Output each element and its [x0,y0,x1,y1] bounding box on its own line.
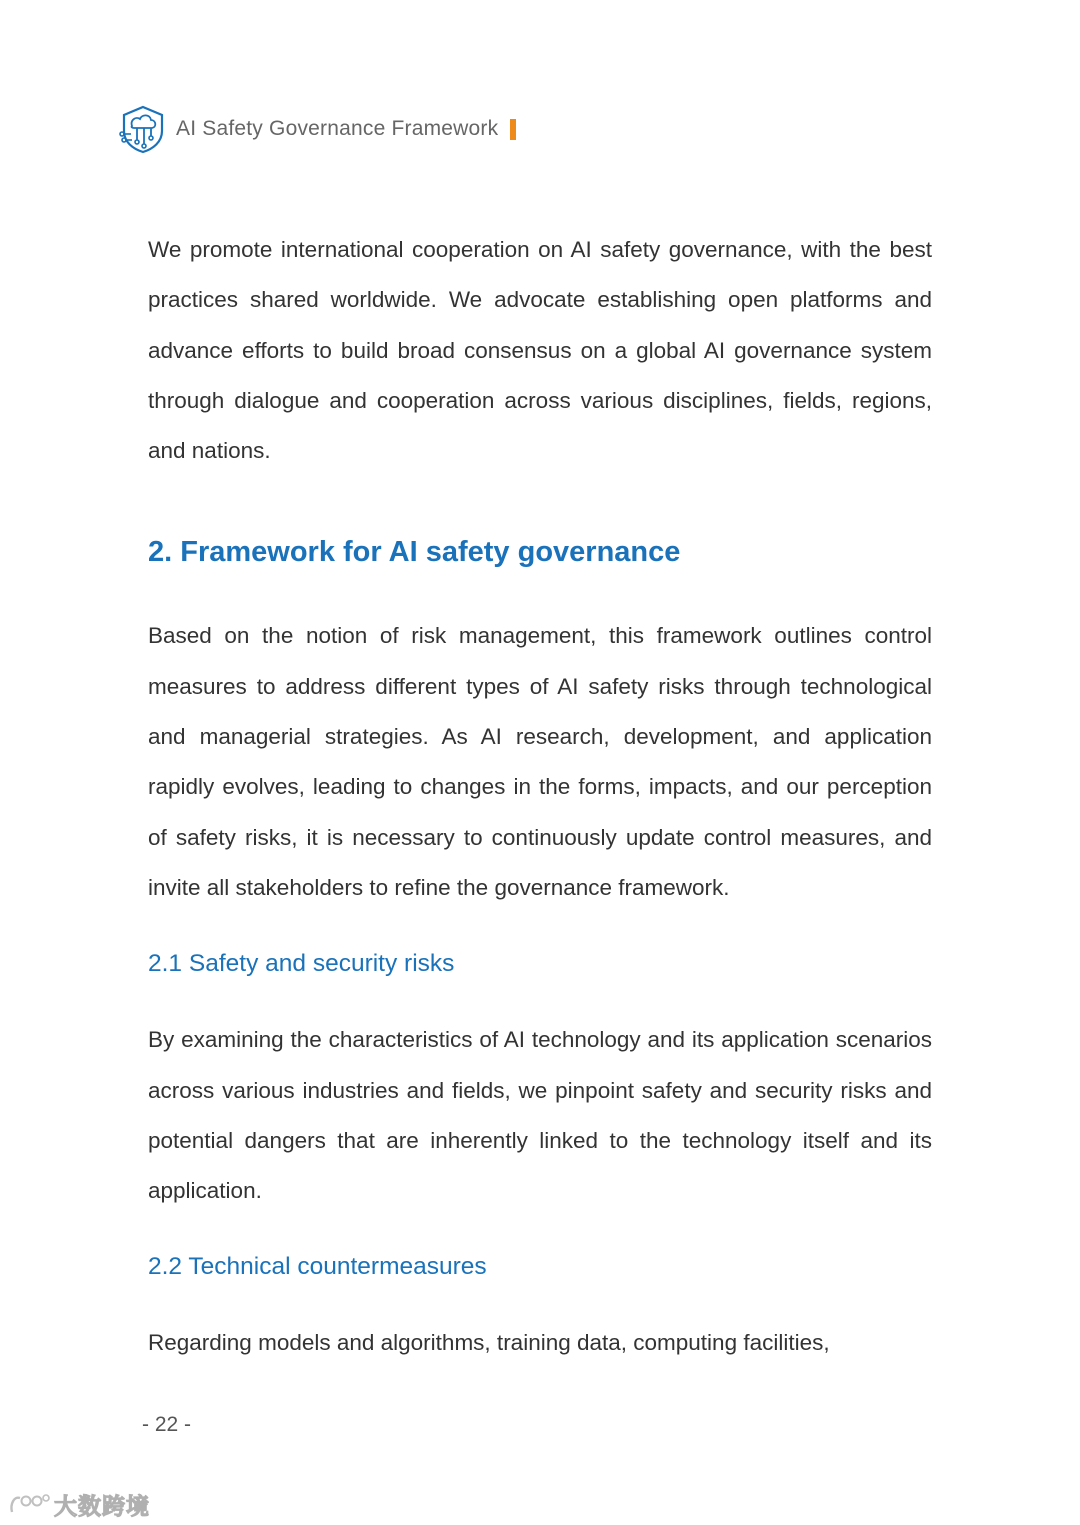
subsection-paragraph-2-2: Regarding models and algorithms, training data, computing facilities, [148,1330,830,1356]
header-title: AI Safety Governance Framework [176,117,499,140]
page-number: - 22 - [142,1413,192,1436]
watermark-logo-icon [8,1492,50,1518]
watermark-text: 大数跨境 [54,1493,150,1519]
subsection-heading-2-1: 2.1 Safety and security risks [148,950,455,978]
ai-circuit-shield-icon [118,104,168,154]
page-header [118,104,516,154]
intro-paragraph: We promote international cooperation on AI safety governance, with the best practices shared worldwide. We advocate establishing open platforms and advance efforts to build broad consensus on a global AI governance system through dialogue and cooperation across various disciplines, fields, regions, and nations. [148,237,932,464]
subsection-heading-2-2: 2.2 Technical countermeasures [148,1253,487,1281]
header-accent-bar [510,119,516,140]
watermark [8,1488,150,1521]
page-content [148,225,932,1369]
section-heading: 2. Framework for AI safety governance [148,536,681,569]
subsection-paragraph-2-1: By examining the characteristics of AI technology and its application scenarios across various industries and fields, we pinpoint safety and security risks and potential dangers that are inherently linked to the technology itself and its application. [148,1027,932,1204]
section-paragraph: Based on the notion of risk management, this framework outlines control measures to address different types of AI safety risks through technological and managerial strategies. As AI research, development, and application rapidly evolves, leading to changes in the forms, impacts, and our perception of safety risks, it is necessary to continuously update control measures, and invite all stakeholders to refine the governance framework. [148,623,932,900]
